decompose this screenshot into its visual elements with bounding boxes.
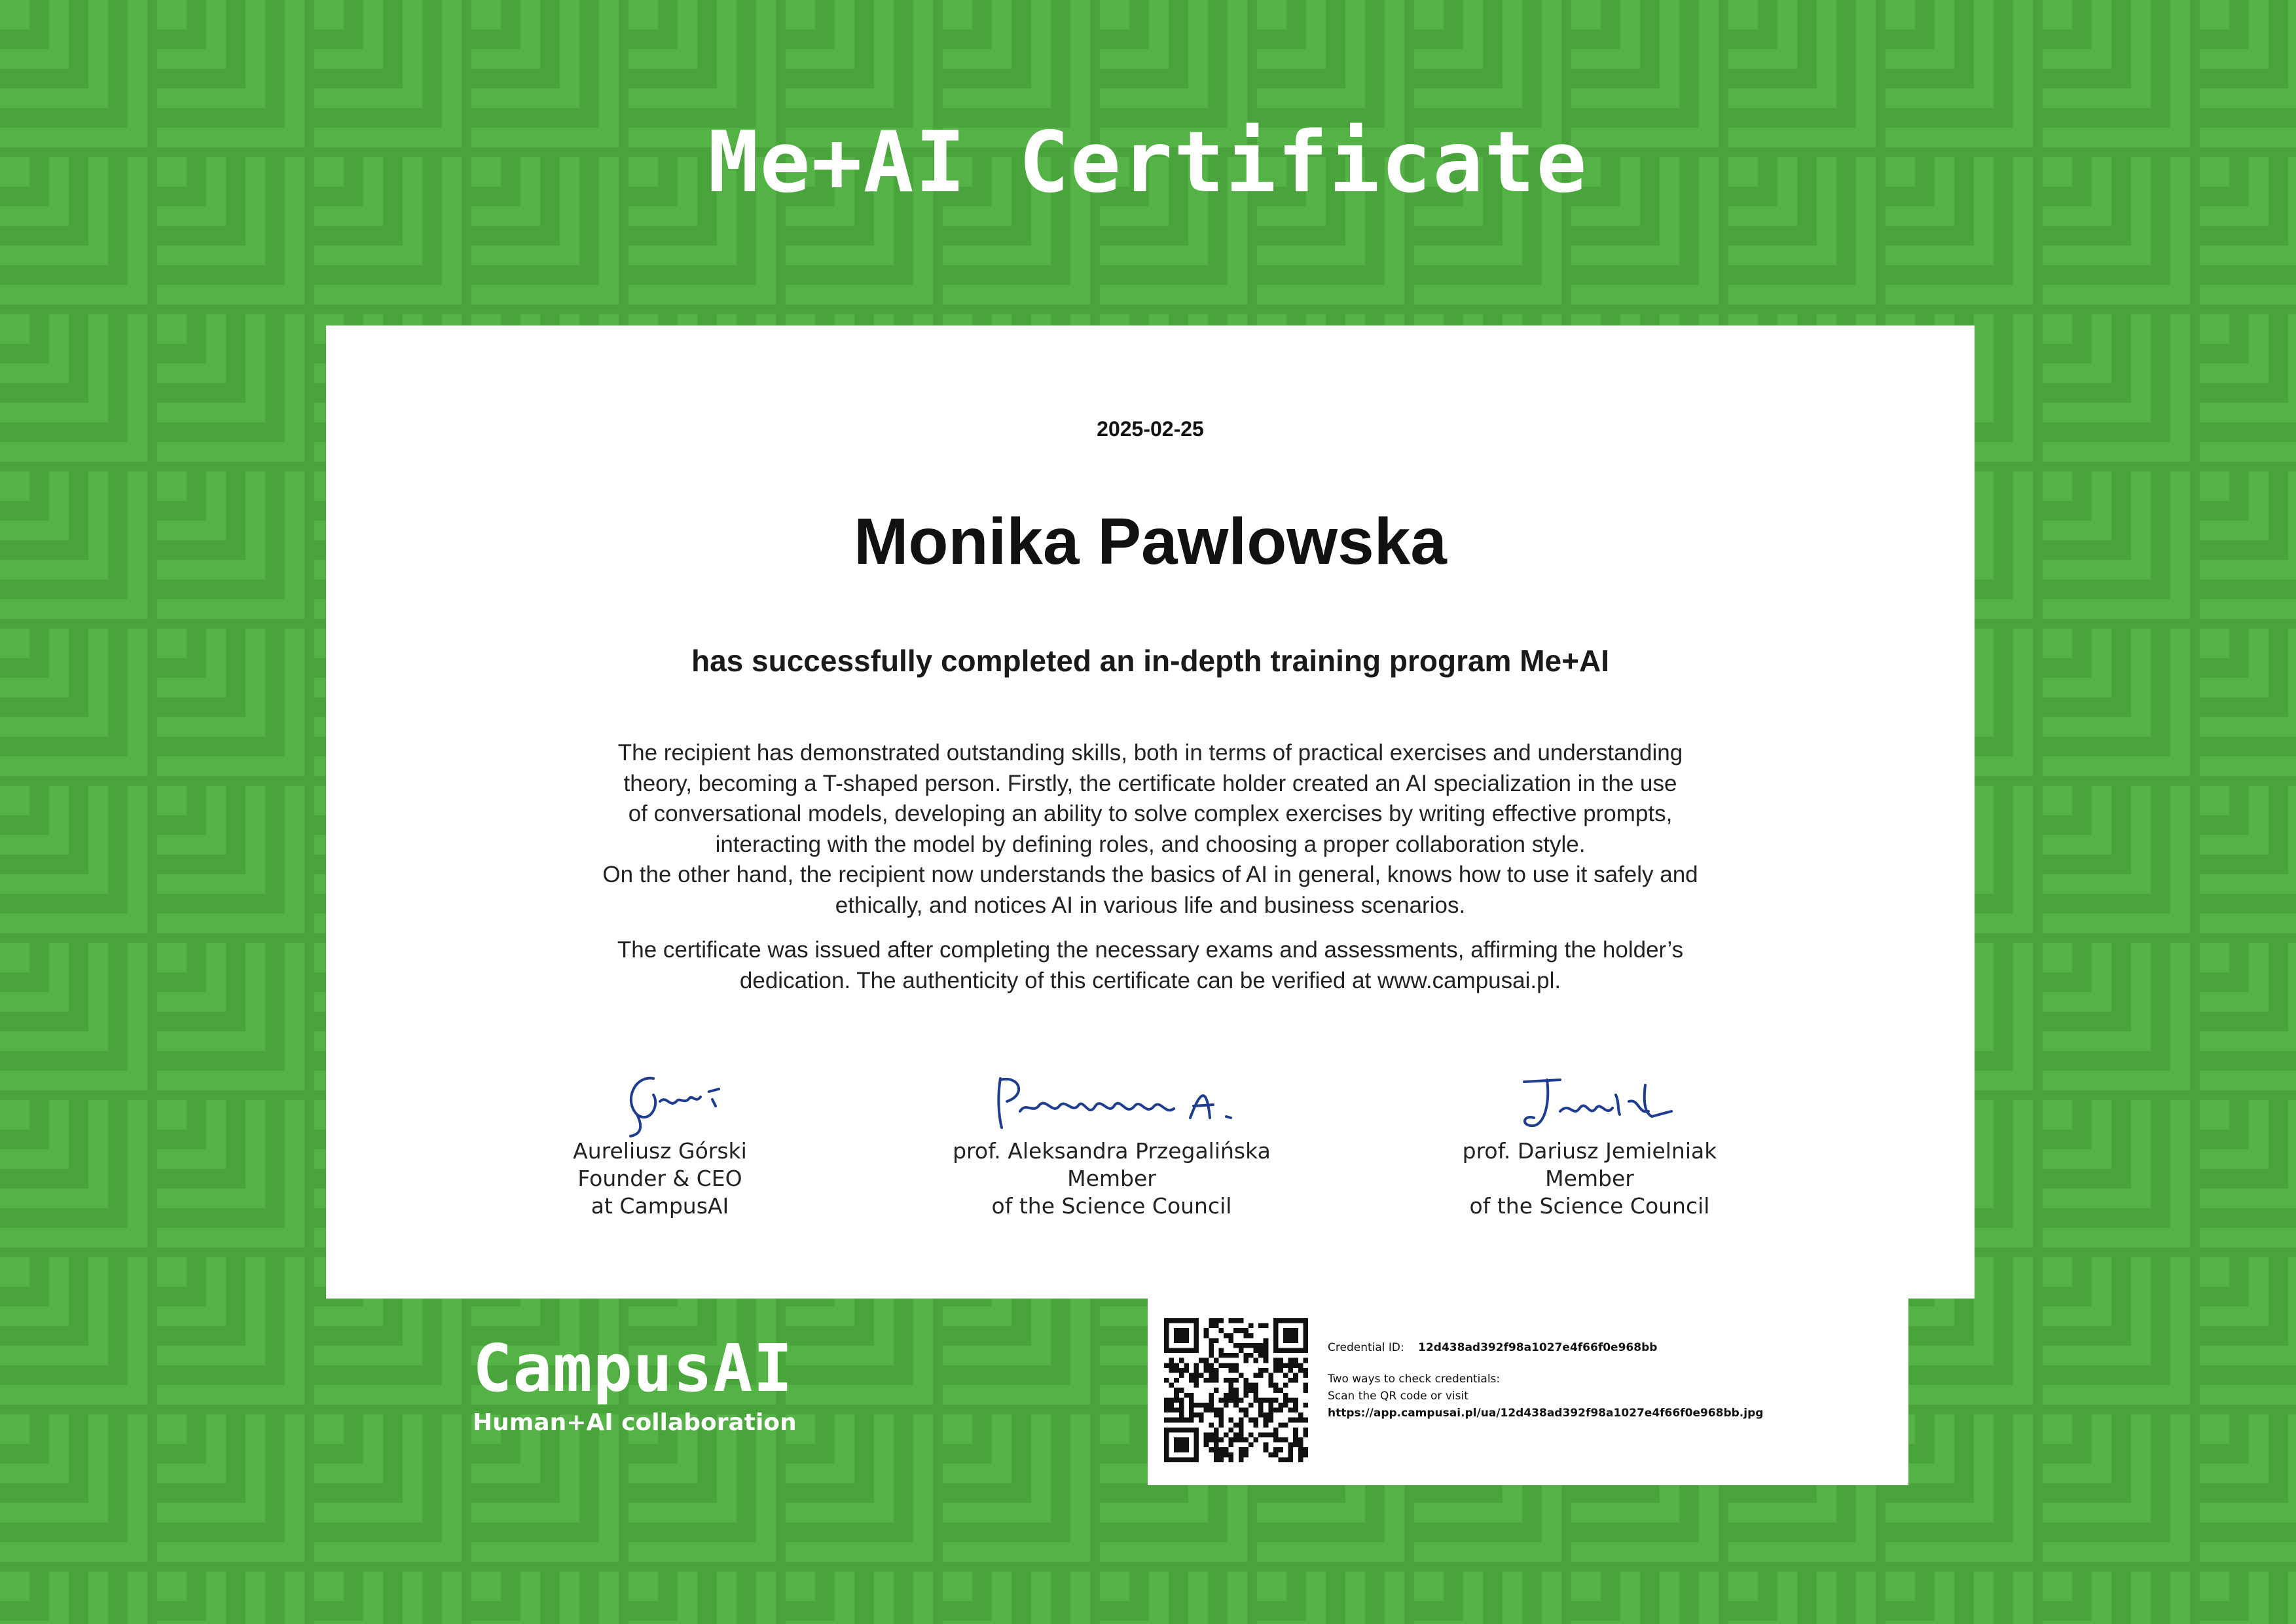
signatory-org: of the Science Council (991, 1193, 1232, 1219)
credential-id-label: Credential ID: (1328, 1341, 1404, 1354)
description-line: The recipient has demonstrated outstanding skills, both in terms of practical exercises and understanding (617, 740, 1683, 766)
certificate-card (326, 325, 1975, 1299)
description-paragraph-2 (522, 935, 1778, 996)
description-line: interacting with the model by defining roles, and choosing a proper collaboration style. (715, 831, 1586, 857)
check-credentials-instruction: Scan the QR code or visit (1328, 1390, 1468, 1403)
credential-details (1328, 1339, 1891, 1422)
signature-przegalinska (974, 1065, 1249, 1137)
signatory-gorski (522, 1065, 797, 1220)
signatory-przegalinska (896, 1065, 1328, 1220)
recipient-name: Monika Pawlowska (854, 505, 1447, 578)
description-line: theory, becoming a T-shaped person. Firstly, the certificate holder created an AI specialization in the use (623, 770, 1677, 796)
credential-id-value: 12d438ad392f98a1027e4f66f0e968bb (1418, 1341, 1658, 1354)
signatory-role: Member (1545, 1166, 1634, 1191)
campusai-logo (473, 1330, 797, 1436)
signatory-name: prof. Aleksandra Przegalińska (953, 1138, 1271, 1164)
signatory-org: of the Science Council (1469, 1193, 1710, 1219)
description-line: dedication. The authenticity of this certificate can be verified at www.campusai.pl. (739, 967, 1561, 993)
issue-date: 2025-02-25 (1097, 417, 1204, 441)
brand-name: CampusAI (473, 1330, 793, 1407)
verification-link[interactable]: https://app.campusai.pl/ua/12d438ad392f98a1027e4f66f0e968bb.jpg (1328, 1407, 1764, 1420)
description-line: On the other hand, the recipient now understands the basics of AI in general, knows how to use it safely and (602, 862, 1698, 887)
signatory-name: prof. Dariusz Jemielniak (1462, 1138, 1717, 1164)
signature-gorski (588, 1065, 732, 1137)
description-line: ethically, and notices AI in various life and business scenarios. (835, 892, 1466, 918)
certificate-description (522, 738, 1778, 1010)
credential-panel (1148, 1299, 1908, 1485)
description-paragraph-1 (522, 738, 1778, 921)
qr-code-icon[interactable] (1164, 1318, 1308, 1462)
brand-tagline: Human+AI collaboration (473, 1409, 797, 1436)
signatory-role: Member (1067, 1166, 1156, 1191)
completion-headline: has successfully completed an in-depth training program Me+AI (691, 644, 1609, 678)
credential-id-row (1328, 1339, 1891, 1356)
signatory-role: Founder & CEO (577, 1166, 742, 1191)
signatory-org: at CampusAI (591, 1193, 729, 1219)
description-line: The certificate was issued after completing the necessary exams and assessments, affirming the holder’s (617, 937, 1684, 963)
description-line: of conversational models, developing an ability to solve complex exercises by writing effective prompts, (628, 801, 1673, 826)
page-title: Me+AI Certificate (708, 114, 1588, 212)
signatory-name: Aureliusz Górski (573, 1138, 747, 1164)
check-credentials-title: Two ways to check credentials: (1328, 1373, 1501, 1386)
signature-jemielniak (1498, 1065, 1681, 1137)
signatory-jemielniak (1374, 1065, 1806, 1220)
